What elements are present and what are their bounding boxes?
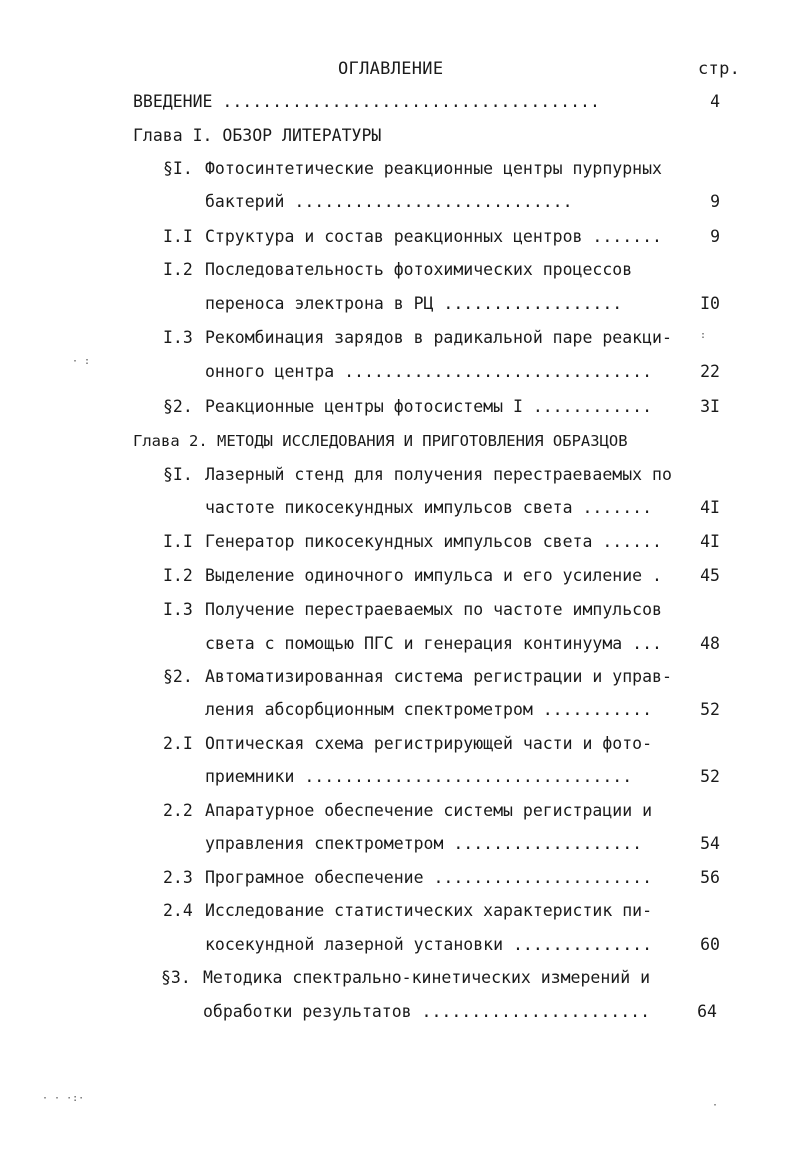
toc-entry-text: Лазерный стенд для получения перестраеваемых по: [205, 465, 672, 484]
section-number: §2.: [163, 667, 193, 686]
toc-page-number: 60: [700, 935, 720, 954]
toc-entry-text: Автоматизированная система регистрации и управ-: [205, 667, 672, 686]
toc-page-number: 4I: [700, 532, 720, 551]
toc-page-number: 4I: [700, 498, 720, 517]
page-title: ОГЛАВЛЕНИЕ: [338, 59, 444, 79]
toc-entry-text: Оптическая схема регистрирующей части и фото-: [205, 734, 653, 753]
section-number: §I.: [163, 159, 193, 178]
section-number: §3.: [161, 968, 191, 987]
toc-page-number: 52: [700, 700, 720, 719]
toc-entry-text: приемники .................................: [205, 767, 633, 786]
section-number: I.I: [163, 532, 193, 551]
section-number: I.3: [163, 600, 193, 619]
toc-entry-text: Рекомбинация зарядов в радикальной паре реакци-: [205, 328, 672, 347]
scan-speck: · · ·:·: [42, 1093, 85, 1104]
toc-page-number: 9: [710, 227, 720, 246]
toc-entry-text: ления абсорбционным спектрометром ...........: [205, 700, 653, 719]
toc-page-number: 54: [700, 834, 720, 853]
scan-speck: · :: [72, 356, 91, 367]
scan-speck: :: [700, 330, 707, 341]
toc-entry-text: Реакционные центры фотосистемы I ............: [205, 397, 653, 416]
section-number: §2.: [163, 397, 193, 416]
section-number: 2.2: [163, 801, 193, 820]
toc-entry-text: Фотосинтетические реакционные центры пурпурных: [205, 159, 662, 178]
toc-page-number: 56: [700, 868, 720, 887]
toc-entry-text: Генератор пикосекундных импульсов света ......: [205, 532, 662, 551]
section-number: I.2: [163, 260, 193, 279]
section-number: I.2: [163, 566, 193, 585]
toc-entry-text: частоте пикосекундных импульсов света .......: [205, 498, 653, 517]
toc-entry-text: Получение перестраеваемых по частоте импульсов: [205, 600, 662, 619]
toc-page-number: 22: [700, 362, 720, 381]
toc-entry-text: Исследование статистических характеристик пи-: [205, 901, 653, 920]
scan-speck: ·: [712, 1100, 719, 1111]
toc-entry-text: управления спектрометром ...................: [205, 834, 643, 853]
toc-entry-text: Програмное обеспечение ......................: [205, 868, 653, 887]
toc-entry-text: Методика спектрально-кинетических измерений и: [203, 968, 651, 987]
section-number: I.I: [163, 227, 193, 246]
page-column-header: стр.: [698, 59, 741, 79]
section-number: I.3: [163, 328, 193, 347]
toc-entry-text: переноса электрона в РЦ ..................: [205, 294, 623, 313]
toc-entry-text: Апаратурное обеспечение системы регистрации и: [205, 801, 653, 820]
toc-entry-text: бактерий ............................: [205, 192, 573, 211]
toc-page-number: 9: [710, 192, 720, 211]
toc-page-number: 3I: [700, 397, 720, 416]
toc-entry-text: косекундной лазерной установки ..............: [205, 935, 653, 954]
toc-page-number: 64: [697, 1002, 717, 1021]
chapter-heading: Глава 2. МЕТОДЫ ИССЛЕДОВАНИЯ И ПРИГОТОВЛЕНИЯ ОБРАЗЦОВ: [133, 432, 628, 450]
section-number: 2.3: [163, 868, 193, 887]
chapter-heading: Глава I. ОБЗОР ЛИТЕРАТУРЫ: [133, 126, 382, 145]
toc-entry-text: Последовательность фотохимических процессов: [205, 260, 633, 279]
section-number: 2.I: [163, 734, 193, 753]
section-number: 2.4: [163, 901, 193, 920]
section-number: §I.: [163, 465, 193, 484]
toc-page-number: 48: [700, 634, 720, 653]
toc-page-number: I0: [700, 294, 720, 313]
toc-page-number: 45: [700, 566, 720, 585]
toc-entry-text: обработки результатов .......................: [203, 1002, 651, 1021]
toc-page-number: 4: [710, 92, 720, 111]
toc-entry-text: ВВЕДЕНИЕ ......................................: [133, 92, 600, 111]
toc-page-number: 52: [700, 767, 720, 786]
toc-entry-text: Структура и состав реакционных центров .......: [205, 227, 662, 246]
toc-entry-text: света с помощью ПГС и генерация континуума ...: [205, 634, 662, 653]
toc-entry-text: Выделение одиночного импульса и его усиление .: [205, 566, 662, 585]
toc-entry-text: онного центра ...............................: [205, 362, 653, 381]
